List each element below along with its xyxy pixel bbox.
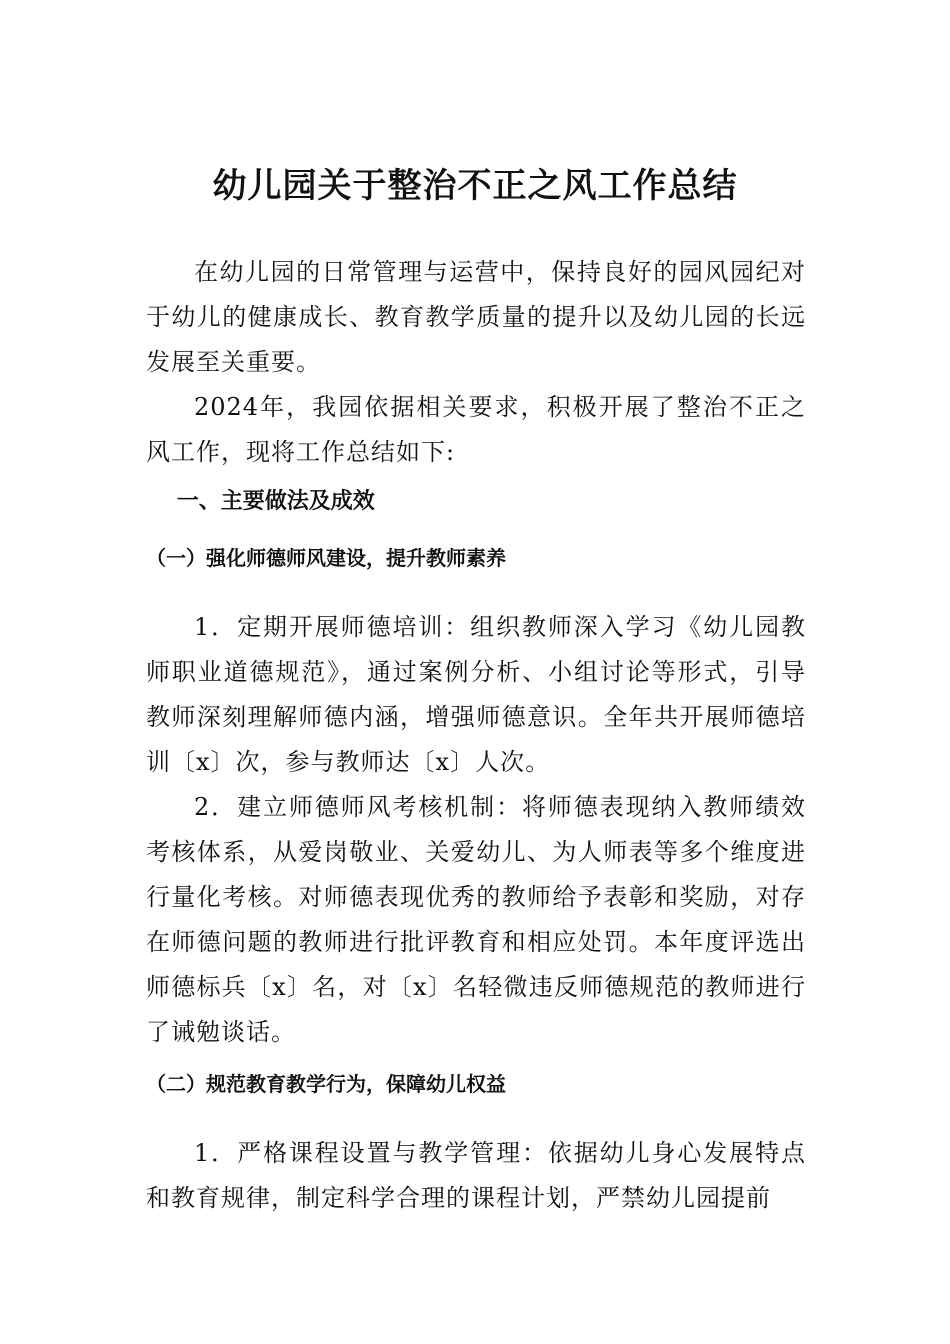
document-title: 幼儿园关于整治不正之风工作总结 [212, 166, 738, 206]
document-body [146, 250, 806, 1221]
subsection-heading-teaching-conduct: （二）规范教育教学行为，保障幼儿权益 [146, 1072, 506, 1096]
list-item-curriculum-management: 1．严格课程设置与教学管理：依据幼儿身心发展特点和教育规律，制定科学合理的课程计划，严禁幼儿园提前 [146, 1139, 806, 1212]
intro-paragraph-2: 2024年，我园依据相关要求，积极开展了整治不正之风工作，现将工作总结如下: [146, 393, 806, 466]
section-heading-main-practices: 一、主要做法及成效 [176, 489, 375, 514]
subsection-heading-teacher-ethics: （一）强化师德师风建设，提升教师素养 [146, 546, 506, 570]
intro-paragraph-1: 在幼儿园的日常管理与运营中，保持良好的园风园纪对于幼儿的健康成长、教育教学质量的提升以及幼儿园的长远发展至关重要。 [146, 258, 806, 376]
list-item-ethics-assessment: 2．建立师德师风考核机制：将师德表现纳入教师绩效考核体系，从爱岗敬业、关爱幼儿、为人师表等多个维度进行量化考核。对师德表现优秀的教师给予表彰和奖励，对存在师德问题的教师进行批评教育和相应处罚。本年度评选出师德标兵〔x〕名，对〔x〕名轻微违反师德规范的教师进行了诫勉谈话。 [146, 793, 806, 1046]
list-item-ethics-training: 1．定期开展师德培训：组织教师深入学习《幼儿园教师职业道德规范》，通过案例分析、小组讨论等形式，引导教师深刻理解师德内涵，增强师德意识。全年共开展师德培训〔x〕次，参与教师达〔x〕人次。 [146, 613, 806, 776]
